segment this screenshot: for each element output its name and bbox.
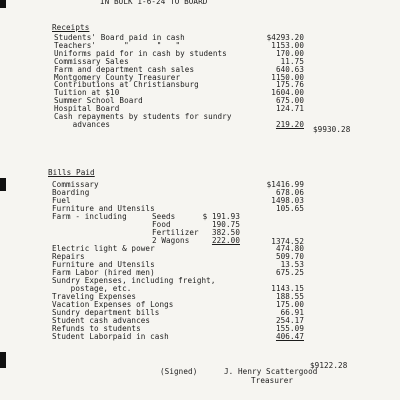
bill-label: Furniture and Utensils [52, 260, 155, 269]
receipt-amount: 675.00 [275, 96, 304, 106]
receipt-amount: 1153.00 [271, 40, 304, 50]
bill-label: Vacation Expenses of Longs [52, 300, 174, 309]
bill-label: Furniture and Utensils [52, 204, 155, 213]
receipt-label: Commissary Sales [54, 56, 129, 66]
farm-item-label: Food [152, 220, 171, 229]
receipt-amount: 11.75 [280, 56, 304, 66]
bills-heading: Bills Paid [48, 168, 95, 177]
receipt-label: Montgomery County Treasurer [54, 72, 181, 82]
bill-label: Refunds to students [52, 324, 141, 333]
bill-amount: 1143.15 [271, 284, 304, 293]
receipt-label: Tuition at $10 [54, 88, 120, 98]
bill-amount: 13.53 [280, 260, 304, 269]
bill-label: Student cash advances [52, 316, 151, 325]
bill-amount: 406.47 [275, 332, 304, 341]
bill-amount: 188.55 [275, 292, 304, 301]
bill-label: Student Laborpaid in cash [52, 332, 169, 341]
bill-amount: 678.06 [275, 188, 304, 197]
receipt-amount: 1150.00 [271, 72, 304, 82]
bill-amount: $1416.99 [266, 180, 304, 189]
receipt-amount: 175.76 [275, 80, 304, 90]
bill-label: Boarding [52, 188, 90, 197]
farm-total: 1374.52 [271, 237, 304, 246]
receipt-label: Teachers' " " " [54, 40, 181, 50]
bill-label: Farm - including [52, 212, 127, 221]
farm-item-label: 2 Wagons [152, 236, 190, 245]
bill-label: Sundry Expenses, including freight, [52, 276, 216, 285]
bill-label: Commissary [52, 180, 99, 189]
bill-label: Repairs [52, 252, 85, 261]
receipt-label: Contributions at Christiansburg [54, 80, 199, 90]
receipts-heading: Receipts [52, 23, 90, 32]
farm-item-amount: 382.50 [211, 228, 240, 237]
bill-amount: 155.09 [275, 324, 304, 333]
receipt-label: advances [54, 119, 111, 129]
bill-label: Traveling Expenses [52, 292, 137, 301]
signed-label: (Signed) [160, 367, 198, 376]
farm-item-amount: 222.00 [211, 236, 240, 245]
bill-amount: 1498.03 [271, 196, 304, 205]
bill-label: Sundry department bills [52, 308, 160, 317]
page-title: IN BULK 1-6-24 TO BOARD [100, 0, 208, 6]
receipt-amount: 1604.00 [271, 88, 304, 98]
bill-label: Farm Labor (hired men) [52, 268, 155, 277]
margin-mark [0, 352, 6, 368]
receipt-label: Hospital Board [54, 104, 120, 114]
receipt-amount: 640.63 [275, 64, 304, 74]
receipts-total: $9930.28 [313, 125, 351, 134]
receipt-amount: 124.71 [275, 104, 304, 114]
bill-amount: 474.80 [275, 244, 304, 253]
bill-label: Fuel [52, 196, 71, 205]
bill-amount: 509.70 [275, 252, 304, 261]
farm-item-label: Fertilizer [152, 228, 199, 237]
farm-item-amount: $ 191.93 [202, 212, 240, 221]
receipt-amount: $4293.20 [266, 33, 304, 42]
receipt-label: Students' Board paid in cash [54, 33, 185, 42]
receipt-amount: 219.20 [275, 119, 304, 129]
signer-title: Treasurer [251, 376, 294, 385]
receipt-label: Farm and department cash sales [54, 64, 195, 74]
margin-mark [0, 178, 6, 191]
bill-amount: 254.17 [275, 316, 304, 325]
farm-item-label: Seeds [152, 212, 176, 221]
bill-amount: 66.91 [280, 308, 304, 317]
receipt-label: Uniforms paid for in cash by students [54, 48, 227, 58]
receipt-amount: 170.00 [275, 48, 304, 58]
bill-amount: 175.00 [275, 300, 304, 309]
farm-item-amount: 190.75 [211, 220, 240, 229]
signer-name: J. Henry Scattergood [224, 367, 318, 376]
bills-total: $9122.28 [310, 361, 348, 370]
receipt-label: Summer School Board [54, 96, 143, 106]
bill-label: Electric light & power [52, 244, 155, 253]
receipt-label: Cash repayments by students for sundry [54, 112, 232, 121]
bill-amount: 105.65 [275, 204, 304, 213]
margin-mark [0, 0, 6, 8]
bill-amount: 675.25 [275, 268, 304, 277]
bill-label: postage, etc. [52, 284, 132, 293]
